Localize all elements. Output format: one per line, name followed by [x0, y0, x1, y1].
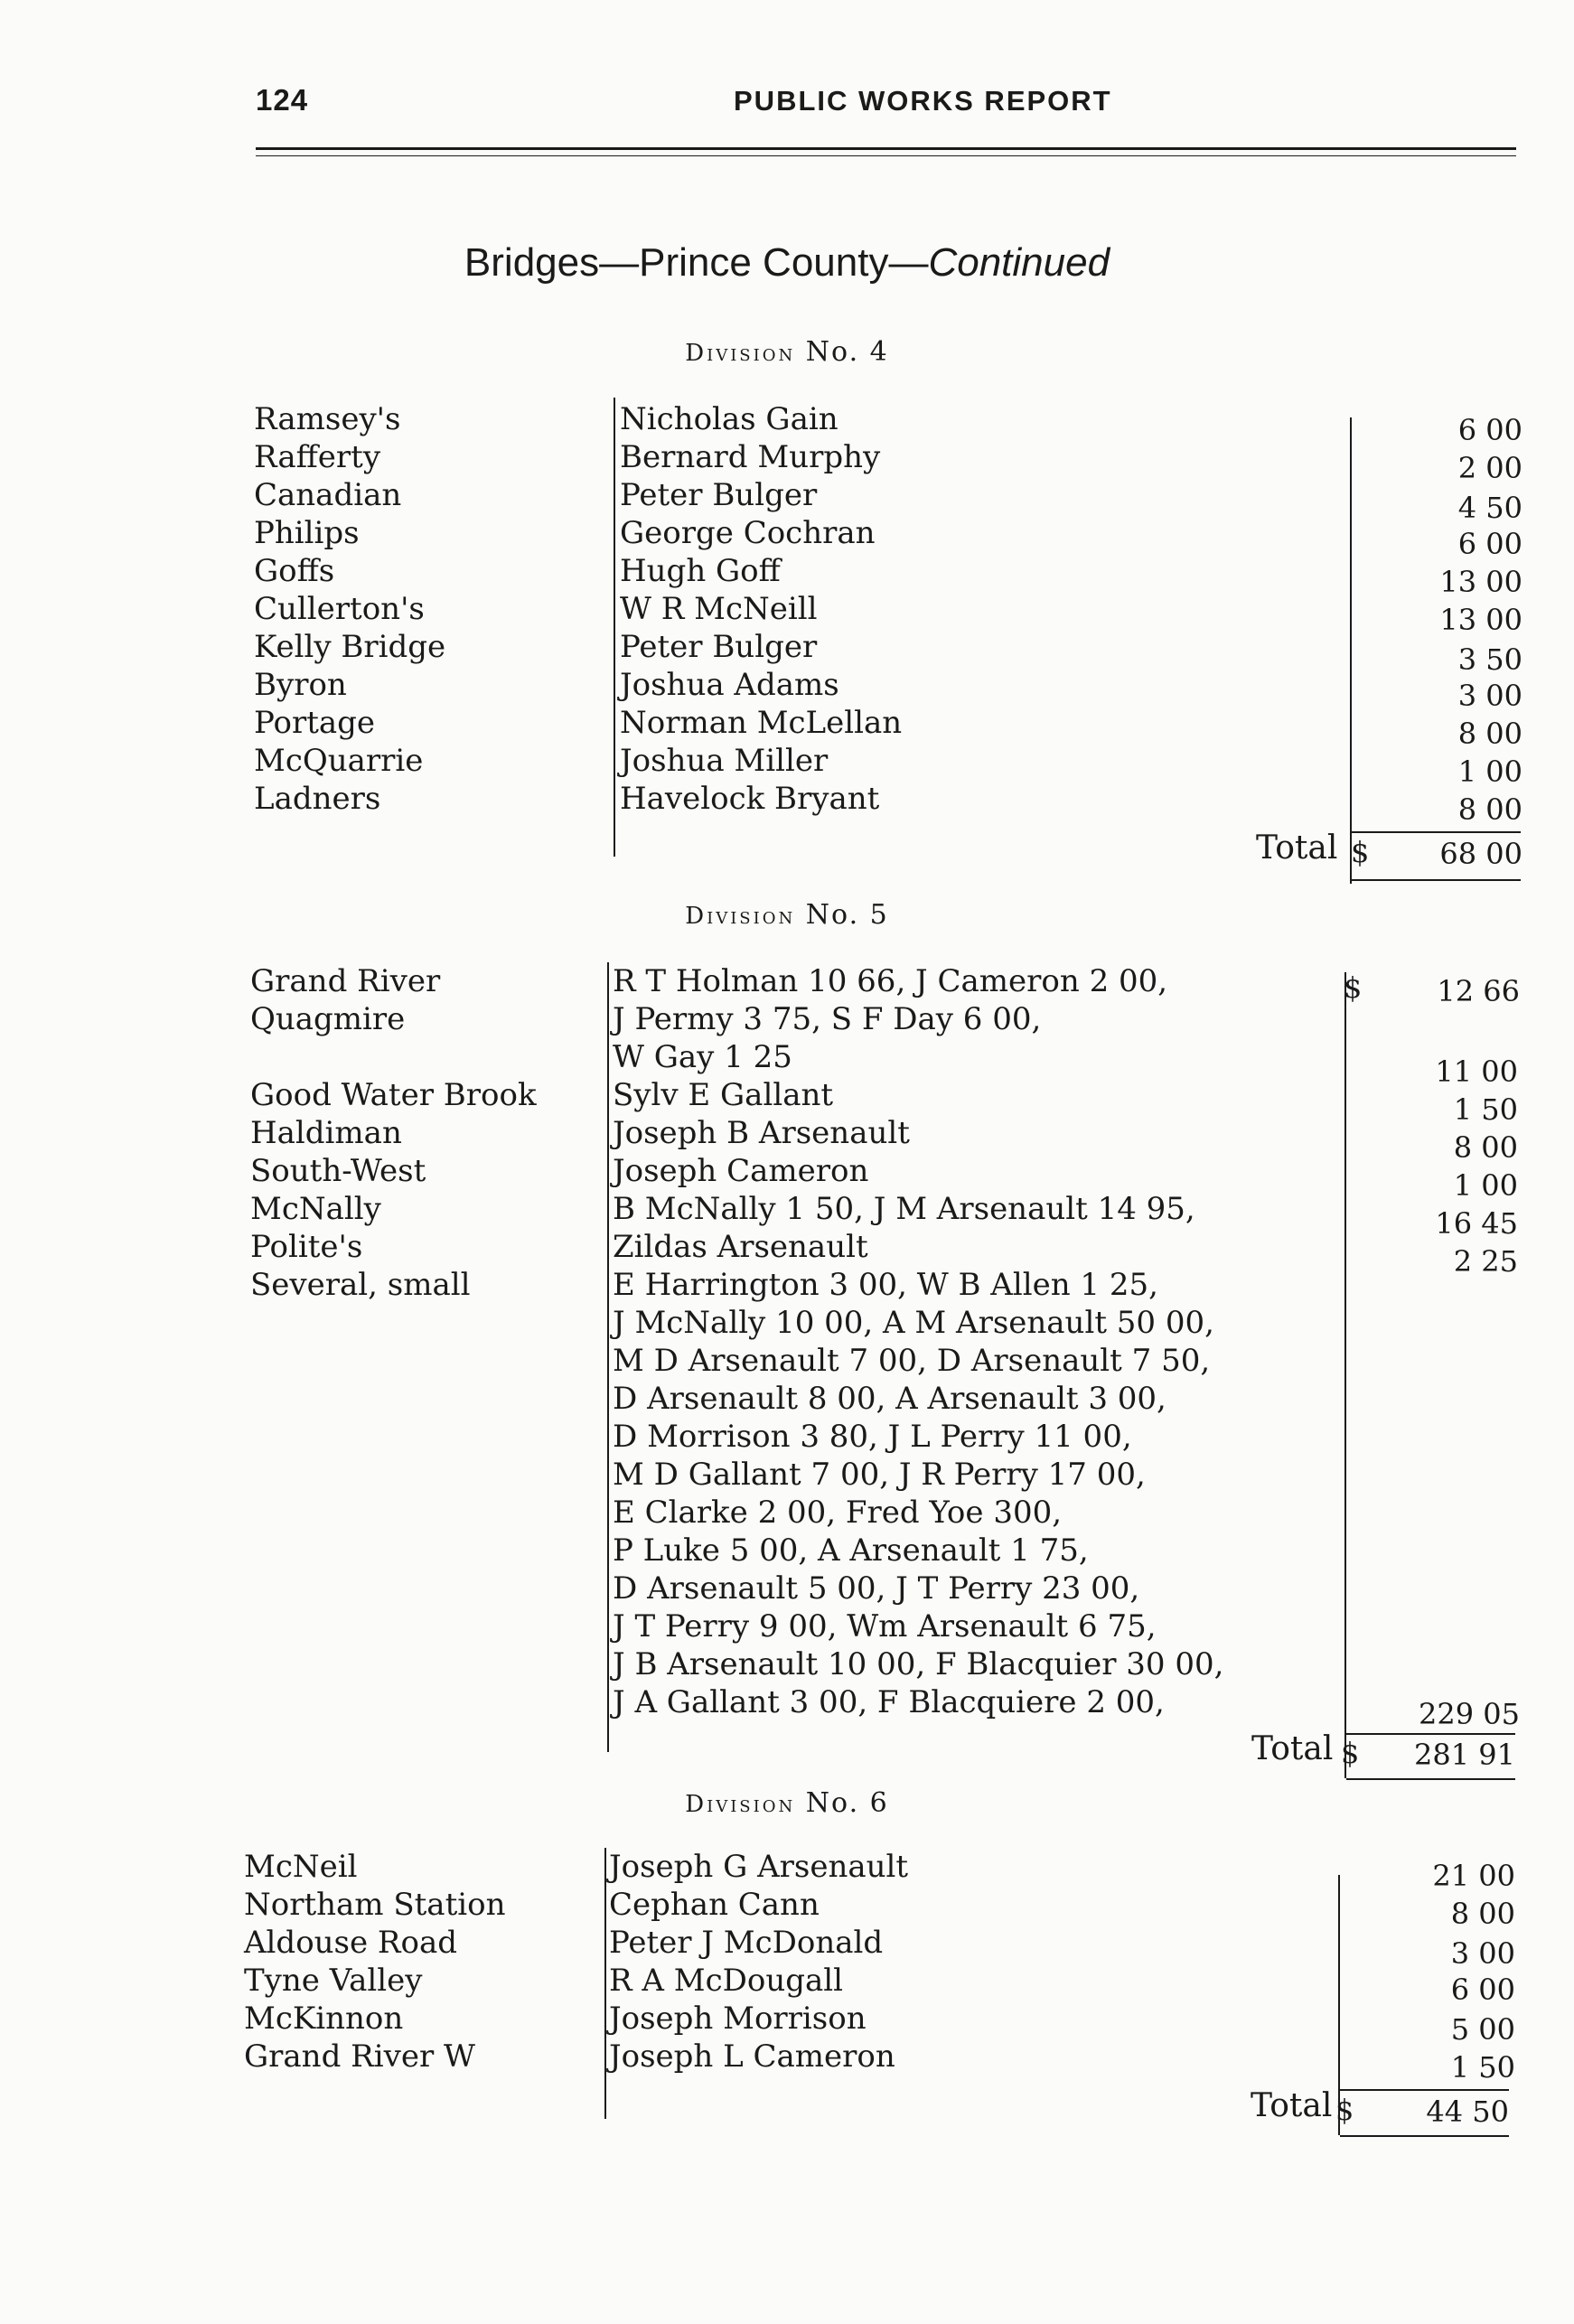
- total-rule: [1352, 879, 1521, 881]
- amount: 13 00: [1439, 565, 1522, 599]
- division-6-total: 44 50: [1426, 2094, 1509, 2129]
- amount: 3 00: [1450, 1936, 1515, 1971]
- amount: 1 50: [1450, 2050, 1515, 2085]
- amount: 13 00: [1439, 603, 1522, 637]
- bridge-name: Kelly Bridge: [254, 629, 446, 665]
- header-rule: [256, 147, 1516, 150]
- total-label: Total: [1251, 1730, 1334, 1767]
- payee: Peter Bulger: [620, 629, 818, 665]
- amount: 8 00: [1453, 1130, 1518, 1165]
- amount: 1 50: [1453, 1092, 1518, 1127]
- payee: M D Gallant 7 00, J R Perry 17 00,: [613, 1457, 1146, 1493]
- bridge-name: South-West: [250, 1153, 426, 1189]
- amount: 2 00: [1457, 451, 1522, 485]
- payee: J B Arsenault 10 00, F Blacquier 30 00,: [613, 1646, 1224, 1682]
- bridge-name: Ladners: [254, 781, 381, 817]
- page-number: 124: [256, 83, 309, 117]
- dollar-sign: $: [1335, 2093, 1354, 2127]
- division-5-total: 281 91: [1414, 1738, 1515, 1772]
- payee: Joseph B Arsenault: [613, 1115, 910, 1151]
- payee: E Clarke 2 00, Fred Yoe 300,: [613, 1495, 1063, 1531]
- bridge-name: Portage: [254, 705, 376, 741]
- bridge-name: Good Water Brook: [250, 1077, 537, 1113]
- payee: B McNally 1 50, J M Arsenault 14 95,: [613, 1191, 1195, 1227]
- amount: 8 00: [1457, 792, 1522, 827]
- payee: J A Gallant 3 00, F Blacquiere 2 00,: [613, 1684, 1165, 1720]
- amount: 229 05: [1419, 1697, 1520, 1731]
- amount: 12 66: [1437, 974, 1520, 1008]
- payee: J McNally 10 00, A M Arsenault 50 00,: [613, 1305, 1214, 1341]
- bridge-name: Ramsey's: [254, 401, 401, 437]
- amount: 6 00: [1450, 1973, 1515, 2007]
- amount: 1 00: [1457, 754, 1522, 789]
- payee: Peter J McDonald: [609, 1925, 884, 1961]
- total-rule: [1346, 1778, 1515, 1780]
- amount: 1 00: [1453, 1168, 1518, 1203]
- payee: Sylv E Gallant: [613, 1077, 834, 1113]
- amount: 8 00: [1450, 1897, 1515, 1931]
- amount: 3 50: [1457, 642, 1522, 677]
- bridge-name: Several, small: [250, 1267, 471, 1303]
- division-4-total: 68 00: [1439, 837, 1522, 871]
- bridge-name: McNally: [250, 1191, 381, 1227]
- amount: 8 00: [1457, 717, 1522, 751]
- bridge-name: McQuarrie: [254, 743, 424, 779]
- payee: Joseph G Arsenault: [609, 1849, 909, 1885]
- bridge-name: Aldouse Road: [244, 1925, 458, 1961]
- amount: 3 00: [1457, 679, 1522, 713]
- payee: R A McDougall: [609, 1963, 844, 1999]
- bridge-name: Quagmire: [250, 1001, 406, 1037]
- total-label: Total: [1256, 829, 1338, 867]
- bridge-name: Grand River W: [244, 2038, 475, 2075]
- payee: Havelock Bryant: [620, 781, 880, 817]
- bridge-name: McNeil: [244, 1849, 358, 1885]
- division-5-heading: Division No. 5: [685, 899, 889, 931]
- division-6-column-rule: [604, 1848, 606, 2119]
- payee: R T Holman 10 66, J Cameron 2 00,: [613, 963, 1168, 999]
- payee: Joseph Morrison: [609, 2001, 867, 2037]
- division-4-amount-rule: [1350, 417, 1352, 884]
- payee: E Harrington 3 00, W B Allen 1 25,: [613, 1267, 1158, 1303]
- amount: 2 25: [1453, 1244, 1518, 1279]
- section-title-main: Bridges—Prince County—: [464, 240, 929, 285]
- subtotal-rule: [1352, 831, 1521, 833]
- bridge-name: Rafferty: [254, 439, 381, 475]
- payee: Zildas Arsenault: [613, 1229, 868, 1265]
- bridge-name: Canadian: [254, 477, 402, 513]
- payee: P Luke 5 00, A Arsenault 1 75,: [613, 1532, 1089, 1569]
- division-6-heading: Division No. 6: [685, 1787, 889, 1819]
- payee: W R McNeill: [620, 591, 818, 627]
- dollar-sign: $: [1351, 835, 1370, 869]
- running-title: PUBLIC WORKS REPORT: [734, 85, 1112, 117]
- division-4-column-rule: [614, 398, 615, 857]
- payee: Joshua Adams: [620, 667, 839, 703]
- bridge-name: Cullerton's: [254, 591, 425, 627]
- payee: Cephan Cann: [609, 1887, 820, 1923]
- payee: W Gay 1 25: [613, 1039, 792, 1075]
- dollar-sign: $: [1344, 970, 1363, 1005]
- bridge-name: Polite's: [250, 1229, 363, 1265]
- amount: 5 00: [1450, 2012, 1515, 2047]
- dollar-sign: $: [1341, 1736, 1360, 1770]
- payee: J T Perry 9 00, Wm Arsenault 6 75,: [613, 1608, 1157, 1645]
- amount: 21 00: [1432, 1859, 1515, 1893]
- payee: Norman McLellan: [620, 705, 903, 741]
- amount: 6 00: [1457, 527, 1522, 561]
- amount: 11 00: [1435, 1054, 1518, 1089]
- payee: D Morrison 3 80, J L Perry 11 00,: [613, 1419, 1132, 1455]
- bridge-name: Grand River: [250, 963, 441, 999]
- payee: Joseph Cameron: [613, 1153, 869, 1189]
- payee: Joshua Miller: [620, 743, 829, 779]
- amount: 16 45: [1435, 1206, 1518, 1241]
- amount: 6 00: [1457, 413, 1522, 447]
- bridge-name: Goffs: [254, 553, 335, 589]
- section-title-continued: Continued: [928, 240, 1110, 285]
- payee: J Permy 3 75, S F Day 6 00,: [613, 1001, 1042, 1037]
- payee: D Arsenault 8 00, A Arsenault 3 00,: [613, 1381, 1166, 1417]
- division-5-column-rule: [607, 962, 609, 1752]
- payee: Joseph L Cameron: [609, 2038, 895, 2075]
- payee: Hugh Goff: [620, 553, 781, 589]
- payee: George Cochran: [620, 515, 876, 551]
- payee: M D Arsenault 7 00, D Arsenault 7 50,: [613, 1343, 1211, 1379]
- section-title: [0, 240, 1574, 286]
- payee: Nicholas Gain: [620, 401, 839, 437]
- total-rule: [1340, 2135, 1509, 2137]
- subtotal-rule: [1346, 1733, 1515, 1735]
- header-rule-thin: [256, 155, 1516, 156]
- amount: 4 50: [1457, 491, 1522, 525]
- division-5-amount-rule: [1344, 972, 1346, 1778]
- bridge-name: Byron: [254, 667, 347, 703]
- subtotal-rule: [1340, 2089, 1509, 2091]
- payee: Bernard Murphy: [620, 439, 881, 475]
- bridge-name: Northam Station: [244, 1887, 506, 1923]
- bridge-name: Tyne Valley: [244, 1963, 423, 1999]
- total-label: Total: [1251, 2087, 1333, 2124]
- payee: D Arsenault 5 00, J T Perry 23 00,: [613, 1570, 1140, 1607]
- bridge-name: McKinnon: [244, 2001, 404, 2037]
- bridge-name: Philips: [254, 515, 360, 551]
- payee: Peter Bulger: [620, 477, 818, 513]
- division-4-heading: Division No. 4: [685, 336, 889, 368]
- bridge-name: Haldiman: [250, 1115, 402, 1151]
